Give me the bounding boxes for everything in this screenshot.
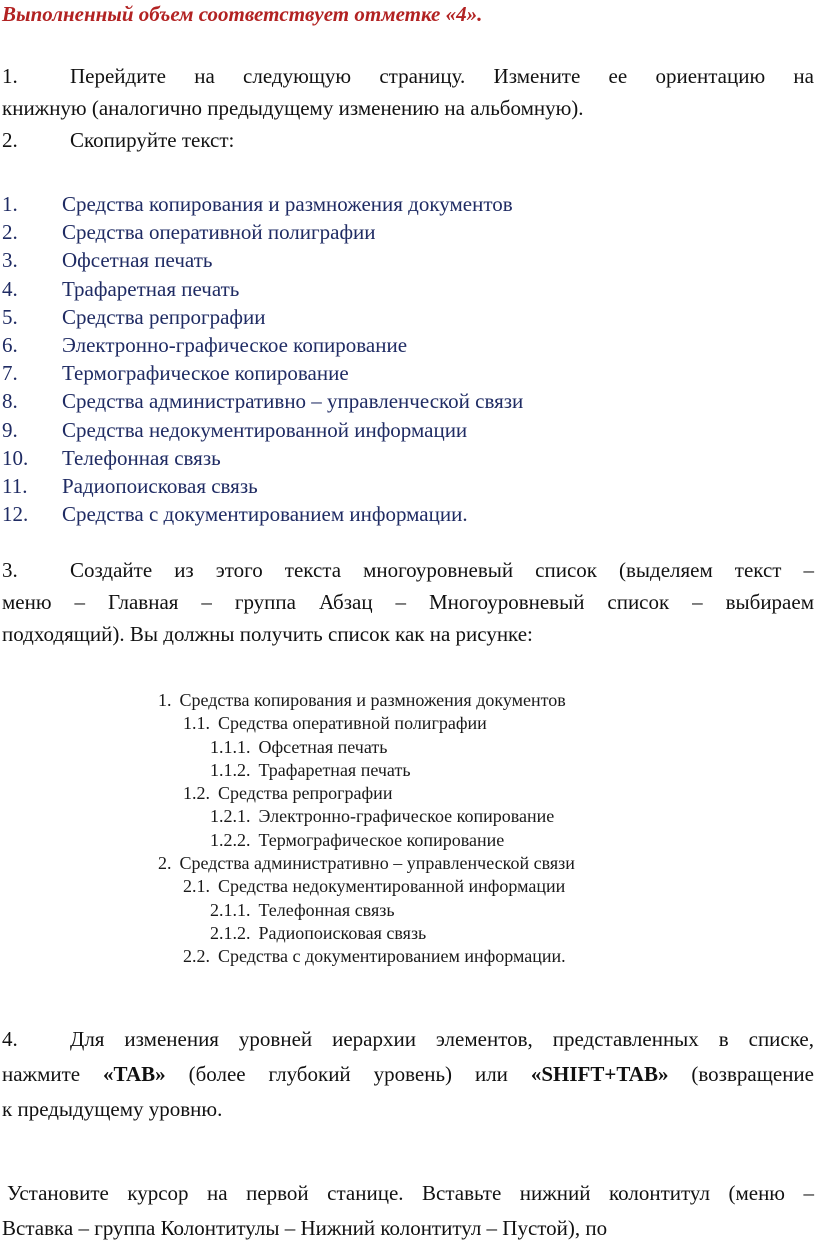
multilevel-item [158,946,575,969]
multilevel-item [158,690,575,713]
list-item-number: 5. [2,304,18,329]
multilevel-item-number: 1.1. [183,713,210,734]
step-text-continued: книжную (аналогично предыдущему изменению на альбомную). [2,96,584,120]
list-item-number: 3. [2,248,18,273]
list-item-number: 10. [2,445,29,470]
list-item-text: Телефонная связь [62,445,221,470]
list-item [2,418,523,446]
multilevel-item-text: Средства недокументированной информации [218,876,566,897]
step-text: (более глубокий уровень) или [188,1062,508,1086]
shift-tab-key-label: «SHIFT+TAB» [530,1062,669,1086]
list-item-number: 12. [2,502,29,527]
grade-heading: Выполненный объем соответствует отметке «4». [2,2,483,26]
multilevel-item [158,900,575,923]
multilevel-item-text: Средства репрографии [218,783,393,804]
multilevel-item-text: Телефонная связь [258,899,395,920]
list-item-text: Электронно-графическое копирование [62,332,408,357]
step-4 [2,1022,814,1127]
step-text: (возвращение [691,1062,814,1086]
list-item-text: Средства с документированием информации. [62,502,468,527]
multilevel-item-text: Средства с документированием информации. [218,946,566,967]
step-5 [2,1176,814,1246]
multilevel-item-text: Офсетная печать [258,736,388,757]
list-item-text: Средства копирования и размножения документов [62,192,513,216]
step-text-continued: к предыдущему уровню. [2,1097,223,1121]
list-item-number: 2. [2,220,18,245]
multilevel-item-text: Средства административно – управленческой связи [179,853,575,874]
step-text: Создайте из этого текста многоуровневый список (выделяем текст – [70,558,814,582]
list-item [2,474,523,502]
step-text: Установите курсор на первой станице. Вставьте нижний колонтитул (меню – [7,1181,814,1205]
list-item-number: 4. [2,276,18,301]
list-item-number: 1. [2,192,18,216]
list-item [2,333,523,361]
multilevel-item-text: Электронно-графическое копирование [258,806,555,827]
step-text-continued: подходящий). Вы должны получить список как на рисунке: [2,622,533,646]
step-text-continued: Вставка – группа Колонтитулы – Нижний колонтитул – Пустой), по [2,1216,608,1240]
multilevel-item-number: 1.1.1. [210,736,251,757]
multilevel-item [158,760,575,783]
step-text: Перейдите на следующую страницу. Измените ее ориентацию на [70,64,814,88]
multilevel-item-number: 1.2.2. [210,829,251,850]
multilevel-item-text: Радиопоисковая связь [258,922,427,943]
list-item-number: 11. [2,473,28,498]
list-item [2,248,523,276]
list-item [2,305,523,333]
multilevel-item [158,830,575,853]
list-item-number: 7. [2,361,18,386]
step-number: 3. [2,558,18,582]
list-item [2,446,523,474]
list-item [2,502,523,530]
list-item-text: Средства оперативной полиграфии [62,220,376,245]
list-item-text: Офсетная печать [62,248,213,273]
step-3 [2,554,814,650]
multilevel-item-number: 1.1.2. [210,759,251,780]
step-number: 4. [2,1027,18,1051]
multilevel-item-number: 1.2. [183,783,210,804]
list-item-number: 6. [2,332,18,357]
list-item [2,220,523,248]
multilevel-item-text: Средства оперативной полиграфии [218,713,487,734]
step-text: нажмите [2,1062,81,1086]
list-item [2,192,523,220]
step-text-continued: меню – Главная – группа Абзац – Многоуровневый список – выбираем [2,590,814,614]
list-item [2,361,523,389]
multilevel-item-number: 2.1.1. [210,899,251,920]
list-item-number: 8. [2,389,18,414]
multilevel-item-number: 1. [158,690,172,710]
list-item-text: Термографическое копирование [62,361,349,386]
step-text: Для изменения уровней иерархии элементов, представленных в списке, [70,1027,814,1051]
multilevel-item-number: 2.1. [183,876,210,897]
multilevel-item [158,853,575,876]
multilevel-item [158,806,575,829]
multilevel-item [158,783,575,806]
multilevel-item-text: Трафаретная печать [258,759,411,780]
copy-text-list [2,192,523,530]
tab-key-label: «TAB» [103,1062,166,1086]
step-number: 2. [2,128,18,152]
step-2 [2,124,814,156]
step-number: 1. [2,64,18,88]
multilevel-item-number: 2.2. [183,946,210,967]
list-item [2,389,523,417]
multilevel-item-number: 2.1.2. [210,922,251,943]
multilevel-list-figure [158,690,575,970]
multilevel-item [158,876,575,899]
list-item-text: Трафаретная печать [62,276,240,301]
list-item-text: Радиопоисковая связь [62,473,258,498]
multilevel-item-text: Термографическое копирование [258,829,505,850]
multilevel-item [158,713,575,736]
step-1 [2,60,814,124]
multilevel-item [158,737,575,760]
list-item [2,277,523,305]
list-item-text: Средства административно – управленческой связи [62,389,524,414]
multilevel-item-text: Средства копирования и размножения документов [179,690,566,710]
multilevel-item-number: 1.2.1. [210,806,251,827]
list-item-text: Средства репрографии [62,304,266,329]
list-item-text: Средства недокументированной информации [62,417,468,442]
multilevel-item [158,923,575,946]
multilevel-item-number: 2. [158,853,172,874]
list-item-number: 9. [2,417,18,442]
step-text: Скопируйте текст: [70,128,235,152]
